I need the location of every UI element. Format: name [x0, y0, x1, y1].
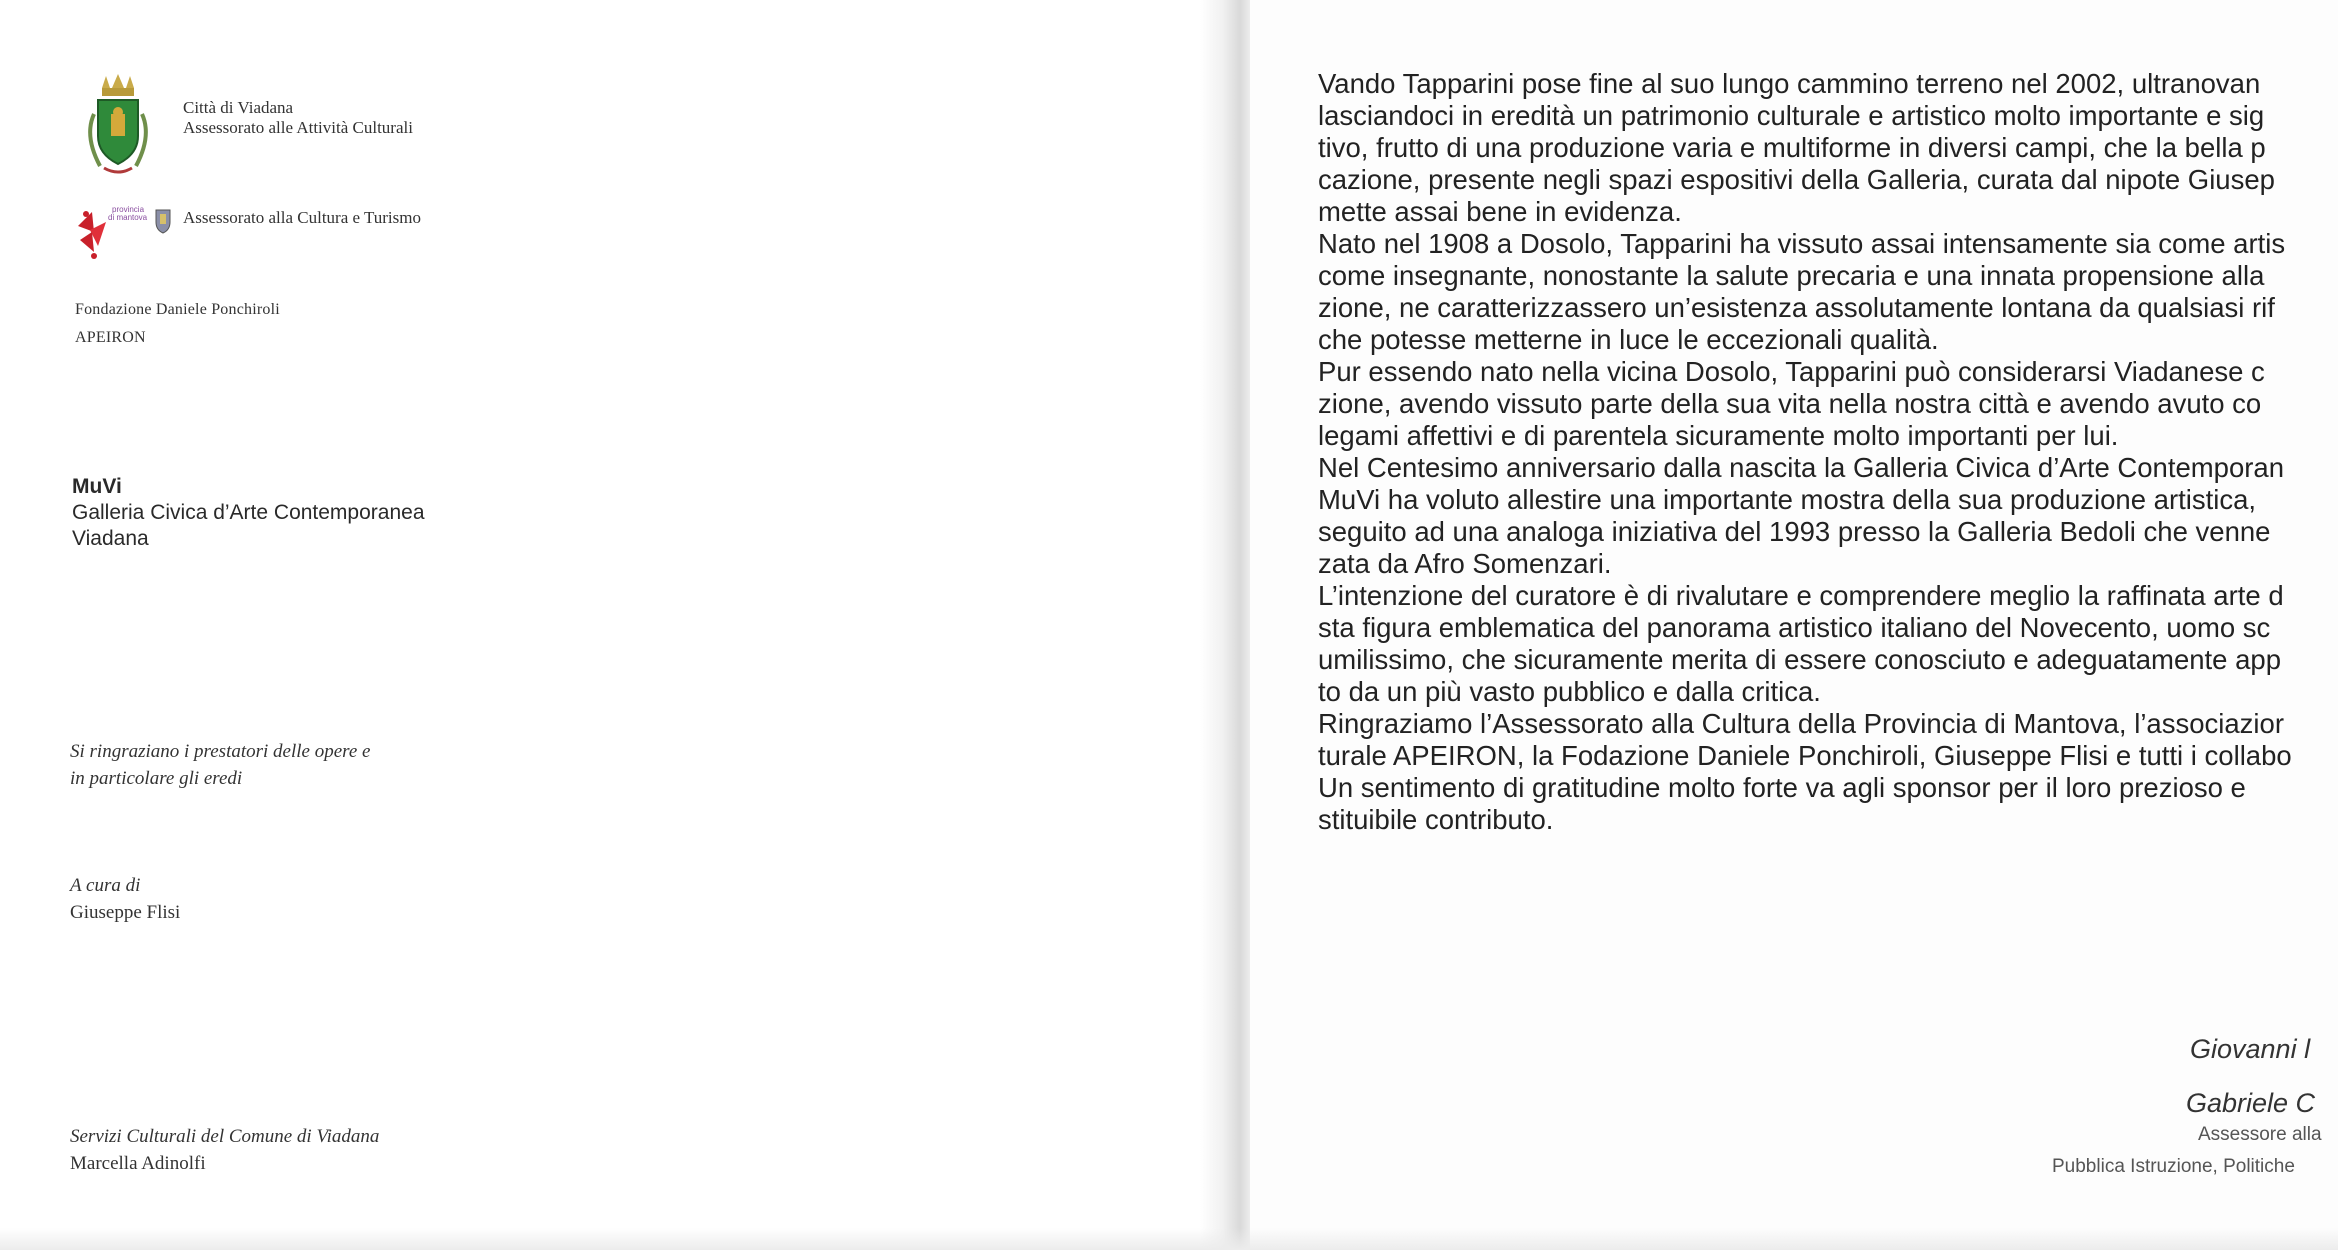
provincia-mantova-icon [72, 202, 182, 262]
muvi-block [72, 474, 425, 552]
body-line: zione, ne caratterizzassero un’esistenza assolutamente lontana da qualsiasi rif [1318, 292, 2275, 323]
body-line: mette assai bene in evidenza. [1318, 196, 1682, 227]
body-line: umilissimo, che sicuramente merita di essere conosciuto e adeguatamente app [1318, 644, 2281, 675]
signature-2: Gabriele C [2186, 1088, 2316, 1118]
body-line: MuVi ha voluto allestire una importante mostra della sua produzione artistica, [1318, 484, 2257, 515]
fondazione-line2: APEIRON [75, 329, 146, 346]
services-line1: Servizi Culturali del Comune di Viadana [70, 1126, 380, 1147]
body-line: Vando Tapparini pose fine al suo lungo cammino terreno nel 2002, ultranovan [1318, 68, 2261, 99]
comune-line2: Assessorato alle Attività Culturali [183, 118, 413, 137]
body-line: come insegnante, nonostante la salute precaria e una innata propensione alla [1318, 260, 2265, 291]
body-line: cazione, presente negli spazi espositivi della Galleria, curata dal nipote Giusep [1318, 164, 2275, 195]
body-line: Pur essendo nato nella vicina Dosolo, Tapparini può considerarsi Viadanese c [1318, 356, 2265, 387]
body-line: Ringraziamo l’Assessorato alla Cultura della Provincia di Mantova, l’associazior [1318, 708, 2284, 739]
body-line: tivo, frutto di una produzione varia e multiforme in diversi campi, che la bella p [1318, 132, 2266, 163]
body-line: L’intenzione del curatore è di rivalutare e comprendere meglio la raffinata arte d [1318, 580, 2284, 611]
body-line: sta figura emblematica del panorama artistico italiano del Novecento, uomo sc [1318, 612, 2271, 643]
body-line: che potesse metterne in luce le eccezionali qualità. [1318, 324, 1939, 355]
comune-label [183, 98, 413, 138]
body-line: zata da Afro Somenzari. [1318, 548, 1612, 579]
thanks-line2: in particolare gli eredi [70, 768, 243, 789]
signature-role-line2: Pubblica Istruzione, Politiche [2052, 1156, 2295, 1177]
signature-role-line1: Assessore alla [2198, 1124, 2322, 1145]
body-line: Nato nel 1908 a Dosolo, Tapparini ha vissuto assai intensamente sia come artis [1318, 228, 2286, 259]
thanks-block [70, 738, 370, 792]
muvi-line2: Viadana [72, 527, 149, 550]
coat-of-arms-icon [78, 74, 158, 178]
body-line: legami affettivi e di parentela sicuramente molto importanti per lui. [1318, 420, 2119, 451]
body-line: Nel Centesimo anniversario dalla nascita la Galleria Civica d’Arte Contemporan [1318, 452, 2285, 483]
services-block [70, 1123, 379, 1177]
signature-1: Giovanni l [2190, 1034, 2311, 1064]
provincia-logo-text1: provincia [112, 205, 145, 214]
muvi-line1: Galleria Civica d’Arte Contemporanea [72, 501, 425, 524]
muvi-title: MuVi [72, 475, 122, 498]
provincia-label: Assessorato alla Cultura e Turismo [183, 208, 421, 227]
page-bottom-shadow [0, 1228, 2338, 1250]
provincia-logo [72, 202, 182, 262]
thanks-line1: Si ringraziano i prestatori delle opere e [70, 741, 371, 762]
curator-line1: A cura di [70, 875, 141, 896]
body-line: zione, avendo vissuto parte della sua vita nella nostra città e avendo avuto co [1318, 388, 2262, 419]
body-line: lasciandoci in eredità un patrimonio culturale e artistico molto importante e sig [1318, 100, 2265, 131]
body-line: stituibile contributo. [1318, 804, 1554, 835]
fondazione-block [75, 296, 280, 352]
body-line: Un sentimento di gratitudine molto forte va agli sponsor per il loro prezioso e [1318, 772, 2246, 803]
body-line: turale APEIRON, la Fodazione Daniele Ponchiroli, Giuseppe Flisi e tutti i collabo [1318, 740, 2292, 771]
fondazione-line1: Fondazione Daniele Ponchiroli [75, 301, 280, 318]
curator-block [70, 872, 180, 926]
comune-line1: Città di Viadana [183, 98, 294, 117]
curator-line2: Giuseppe Flisi [70, 902, 181, 923]
book-gutter [1200, 0, 1250, 1250]
services-line2: Marcella Adinolfi [70, 1153, 206, 1174]
body-text [1318, 68, 2338, 836]
body-line: to da un più vasto pubblico e dalla critica. [1318, 676, 1821, 707]
body-line: seguito ad una analoga iniziativa del 1993 presso la Galleria Bedoli che venne [1318, 516, 2271, 547]
provincia-logo-text2: di mantova [108, 213, 148, 222]
